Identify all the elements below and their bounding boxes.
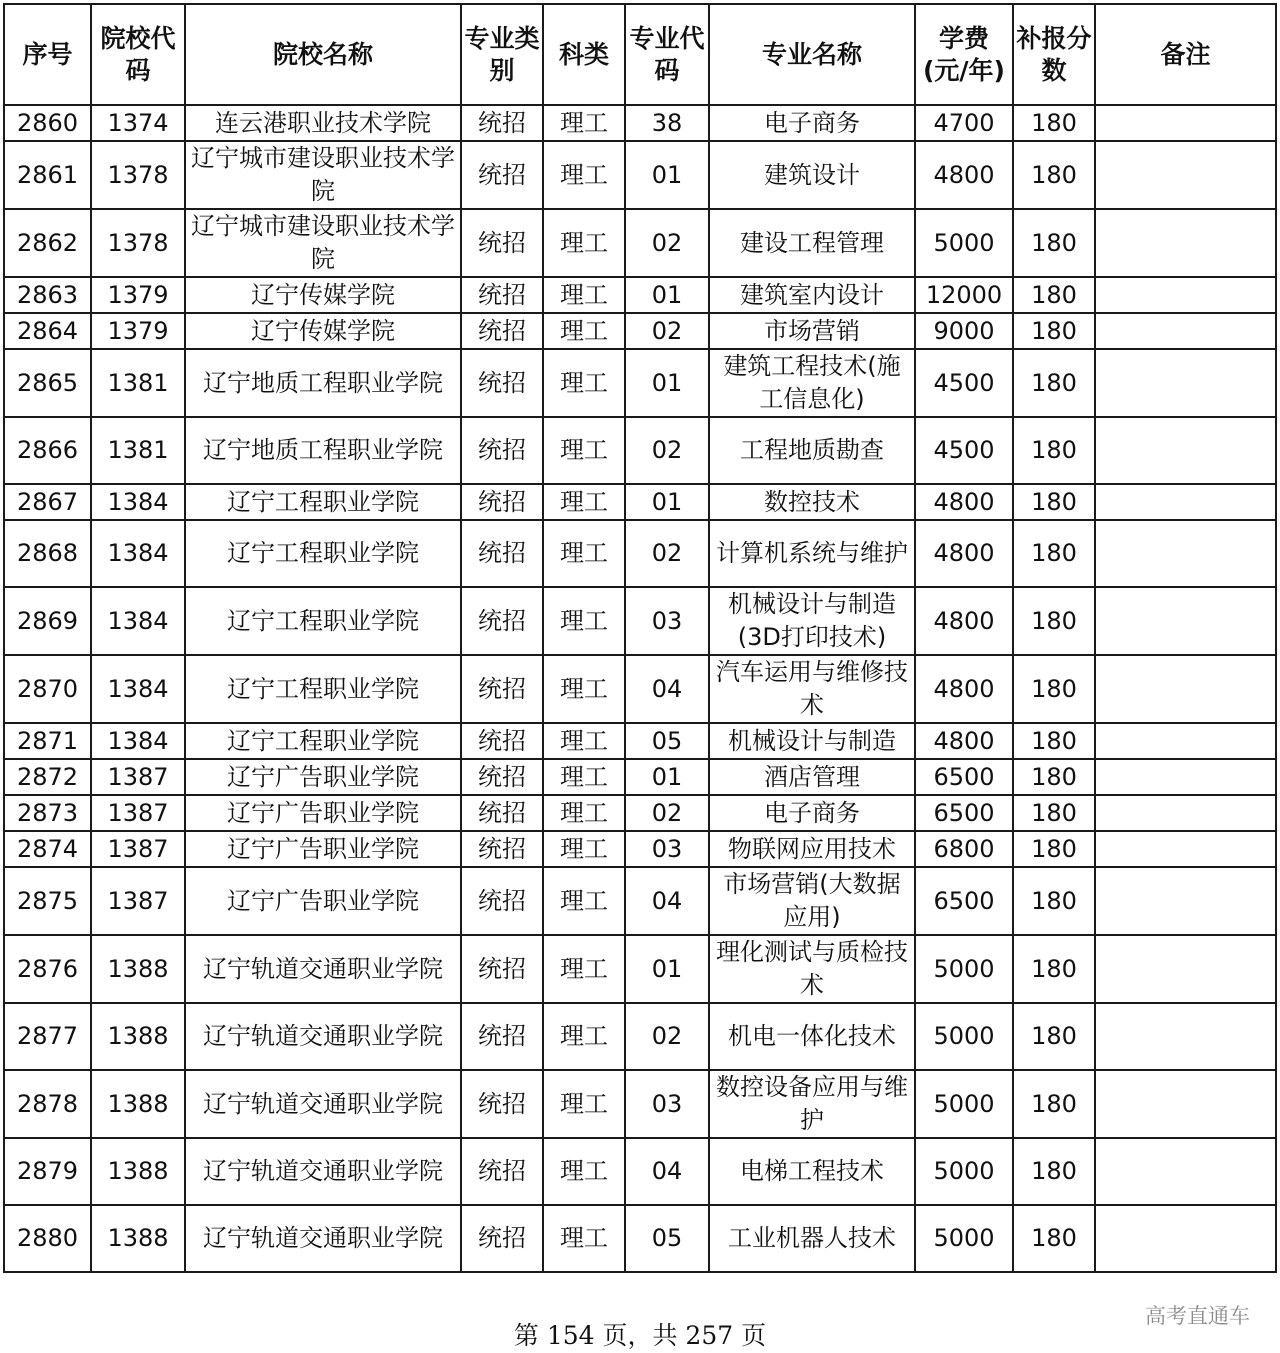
cell-major-name: 机械设计与制造 [709, 723, 915, 759]
cell-major-code: 01 [625, 349, 709, 417]
cell-no: 2865 [4, 349, 91, 417]
cell-school-name: 辽宁地质工程职业学院 [185, 349, 461, 417]
cell-score: 180 [1013, 520, 1095, 587]
cell-school-name: 辽宁广告职业学院 [185, 795, 461, 831]
cell-category: 统招 [461, 867, 543, 935]
cell-score: 180 [1013, 831, 1095, 867]
cell-major-code: 38 [625, 105, 709, 141]
cell-school-name: 辽宁工程职业学院 [185, 587, 461, 655]
cell-category: 统招 [461, 935, 543, 1003]
cell-score: 180 [1013, 277, 1095, 313]
cell-score: 180 [1013, 484, 1095, 520]
cell-major-name: 机电一体化技术 [709, 1003, 915, 1070]
cell-major-name: 汽车运用与维修技术 [709, 655, 915, 723]
cell-school-code: 1384 [91, 655, 185, 723]
cell-category: 统招 [461, 313, 543, 349]
cell-tuition: 4500 [915, 417, 1013, 484]
cell-category: 统招 [461, 277, 543, 313]
cell-subject: 理工 [543, 655, 625, 723]
cell-major-code: 04 [625, 1138, 709, 1205]
cell-school-name: 连云港职业技术学院 [185, 105, 461, 141]
cell-subject: 理工 [543, 935, 625, 1003]
cell-note [1095, 417, 1276, 484]
cell-no: 2871 [4, 723, 91, 759]
header-category: 专业类别 [461, 4, 543, 105]
cell-score: 180 [1013, 795, 1095, 831]
cell-school-code: 1379 [91, 313, 185, 349]
cell-subject: 理工 [543, 831, 625, 867]
header-note: 备注 [1095, 4, 1276, 105]
cell-tuition: 5000 [915, 1138, 1013, 1205]
cell-category: 统招 [461, 141, 543, 209]
watermark-text: 高考直通车 [1145, 1304, 1250, 1328]
table-row [4, 867, 1276, 935]
cell-tuition: 4800 [915, 520, 1013, 587]
cell-note [1095, 867, 1276, 935]
cell-note [1095, 313, 1276, 349]
header-major-name: 专业名称 [709, 4, 915, 105]
cell-score: 180 [1013, 141, 1095, 209]
cell-tuition: 6800 [915, 831, 1013, 867]
header-school-name: 院校名称 [185, 4, 461, 105]
cell-major-code: 01 [625, 935, 709, 1003]
cell-school-code: 1388 [91, 1205, 185, 1272]
table-row [4, 723, 1276, 759]
table-row [4, 587, 1276, 655]
cell-major-code: 04 [625, 655, 709, 723]
cell-category: 统招 [461, 795, 543, 831]
table-row [4, 484, 1276, 520]
table-row [4, 209, 1276, 277]
cell-school-name: 辽宁轨道交通职业学院 [185, 1138, 461, 1205]
cell-major-code: 05 [625, 723, 709, 759]
cell-note [1095, 935, 1276, 1003]
cell-major-name: 工业机器人技术 [709, 1205, 915, 1272]
cell-note [1095, 1205, 1276, 1272]
table-row [4, 759, 1276, 795]
cell-subject: 理工 [543, 723, 625, 759]
cell-subject: 理工 [543, 105, 625, 141]
cell-school-name: 辽宁工程职业学院 [185, 655, 461, 723]
table-row [4, 417, 1276, 484]
cell-score: 180 [1013, 1070, 1095, 1138]
cell-school-name: 辽宁传媒学院 [185, 313, 461, 349]
cell-category: 统招 [461, 723, 543, 759]
cell-no: 2860 [4, 105, 91, 141]
cell-category: 统招 [461, 587, 543, 655]
cell-school-code: 1387 [91, 795, 185, 831]
cell-category: 统招 [461, 759, 543, 795]
cell-subject: 理工 [543, 795, 625, 831]
cell-no: 2863 [4, 277, 91, 313]
cell-major-name: 数控技术 [709, 484, 915, 520]
cell-tuition: 4800 [915, 141, 1013, 209]
cell-subject: 理工 [543, 867, 625, 935]
cell-school-code: 1384 [91, 723, 185, 759]
cell-tuition: 4800 [915, 587, 1013, 655]
cell-major-code: 02 [625, 1003, 709, 1070]
table-body [4, 105, 1276, 1272]
cell-school-name: 辽宁轨道交通职业学院 [185, 935, 461, 1003]
cell-category: 统招 [461, 520, 543, 587]
cell-school-name: 辽宁轨道交通职业学院 [185, 1205, 461, 1272]
cell-no: 2869 [4, 587, 91, 655]
table-row [4, 1003, 1276, 1070]
cell-school-code: 1381 [91, 417, 185, 484]
table-row [4, 277, 1276, 313]
table-row [4, 831, 1276, 867]
cell-tuition: 5000 [915, 1070, 1013, 1138]
cell-major-name: 机械设计与制造(3D打印技术) [709, 587, 915, 655]
cell-major-code: 01 [625, 484, 709, 520]
cell-major-name: 市场营销(大数据应用) [709, 867, 915, 935]
cell-school-code: 1387 [91, 867, 185, 935]
cell-tuition: 6500 [915, 795, 1013, 831]
cell-category: 统招 [461, 1138, 543, 1205]
cell-subject: 理工 [543, 520, 625, 587]
cell-category: 统招 [461, 209, 543, 277]
cell-tuition: 5000 [915, 935, 1013, 1003]
cell-major-name: 物联网应用技术 [709, 831, 915, 867]
cell-subject: 理工 [543, 1205, 625, 1272]
cell-note [1095, 831, 1276, 867]
cell-tuition: 9000 [915, 313, 1013, 349]
cell-school-code: 1388 [91, 1138, 185, 1205]
cell-note [1095, 520, 1276, 587]
cell-school-name: 辽宁工程职业学院 [185, 484, 461, 520]
header-score: 补报分数 [1013, 4, 1095, 105]
cell-major-name: 计算机系统与维护 [709, 520, 915, 587]
cell-major-code: 01 [625, 759, 709, 795]
cell-no: 2868 [4, 520, 91, 587]
cell-no: 2864 [4, 313, 91, 349]
cell-tuition: 6500 [915, 867, 1013, 935]
cell-note [1095, 349, 1276, 417]
cell-school-name: 辽宁广告职业学院 [185, 867, 461, 935]
cell-no: 2870 [4, 655, 91, 723]
cell-school-code: 1381 [91, 349, 185, 417]
cell-score: 180 [1013, 759, 1095, 795]
cell-subject: 理工 [543, 209, 625, 277]
admissions-table-container [3, 3, 1275, 1273]
table-row [4, 795, 1276, 831]
cell-category: 统招 [461, 1205, 543, 1272]
cell-note [1095, 209, 1276, 277]
cell-major-code: 02 [625, 520, 709, 587]
cell-score: 180 [1013, 209, 1095, 277]
cell-subject: 理工 [543, 313, 625, 349]
cell-school-code: 1384 [91, 484, 185, 520]
cell-major-code: 02 [625, 795, 709, 831]
cell-major-name: 建筑工程技术(施工信息化) [709, 349, 915, 417]
cell-subject: 理工 [543, 759, 625, 795]
cell-school-code: 1374 [91, 105, 185, 141]
cell-major-name: 工程地质勘查 [709, 417, 915, 484]
cell-major-code: 01 [625, 277, 709, 313]
table-row [4, 313, 1276, 349]
cell-score: 180 [1013, 417, 1095, 484]
cell-score: 180 [1013, 1138, 1095, 1205]
cell-no: 2873 [4, 795, 91, 831]
cell-category: 统招 [461, 655, 543, 723]
header-school-code: 院校代码 [91, 4, 185, 105]
cell-tuition: 5000 [915, 209, 1013, 277]
cell-no: 2879 [4, 1138, 91, 1205]
cell-subject: 理工 [543, 1070, 625, 1138]
cell-school-name: 辽宁广告职业学院 [185, 831, 461, 867]
cell-school-code: 1388 [91, 935, 185, 1003]
cell-category: 统招 [461, 1070, 543, 1138]
cell-major-name: 酒店管理 [709, 759, 915, 795]
cell-school-name: 辽宁轨道交通职业学院 [185, 1070, 461, 1138]
cell-major-name: 电子商务 [709, 795, 915, 831]
cell-no: 2861 [4, 141, 91, 209]
cell-school-name: 辽宁工程职业学院 [185, 723, 461, 759]
cell-major-name: 建筑设计 [709, 141, 915, 209]
cell-subject: 理工 [543, 417, 625, 484]
cell-major-code: 02 [625, 209, 709, 277]
cell-school-code: 1387 [91, 759, 185, 795]
cell-subject: 理工 [543, 1138, 625, 1205]
cell-note [1095, 759, 1276, 795]
cell-note [1095, 795, 1276, 831]
cell-subject: 理工 [543, 349, 625, 417]
cell-no: 2872 [4, 759, 91, 795]
table-row [4, 105, 1276, 141]
cell-no: 2878 [4, 1070, 91, 1138]
cell-school-code: 1388 [91, 1070, 185, 1138]
cell-category: 统招 [461, 349, 543, 417]
cell-no: 2862 [4, 209, 91, 277]
cell-major-name: 建筑室内设计 [709, 277, 915, 313]
cell-school-code: 1378 [91, 209, 185, 277]
table-row [4, 935, 1276, 1003]
cell-no: 2866 [4, 417, 91, 484]
cell-note [1095, 1003, 1276, 1070]
cell-tuition: 4500 [915, 349, 1013, 417]
cell-major-name: 数控设备应用与维护 [709, 1070, 915, 1138]
cell-note [1095, 1070, 1276, 1138]
header-no: 序号 [4, 4, 91, 105]
cell-school-name: 辽宁传媒学院 [185, 277, 461, 313]
cell-major-name: 建设工程管理 [709, 209, 915, 277]
cell-school-name: 辽宁工程职业学院 [185, 520, 461, 587]
cell-school-code: 1379 [91, 277, 185, 313]
cell-score: 180 [1013, 587, 1095, 655]
cell-major-code: 02 [625, 313, 709, 349]
cell-school-code: 1378 [91, 141, 185, 209]
cell-major-name: 电子商务 [709, 105, 915, 141]
table-row [4, 1070, 1276, 1138]
cell-score: 180 [1013, 1003, 1095, 1070]
cell-no: 2876 [4, 935, 91, 1003]
table-row [4, 655, 1276, 723]
cell-subject: 理工 [543, 277, 625, 313]
cell-major-code: 04 [625, 867, 709, 935]
cell-note [1095, 587, 1276, 655]
cell-subject: 理工 [543, 1003, 625, 1070]
cell-note [1095, 105, 1276, 141]
header-subject: 科类 [543, 4, 625, 105]
table-row [4, 1205, 1276, 1272]
cell-school-name: 辽宁地质工程职业学院 [185, 417, 461, 484]
cell-major-name: 理化测试与质检技术 [709, 935, 915, 1003]
cell-score: 180 [1013, 723, 1095, 759]
cell-school-code: 1384 [91, 520, 185, 587]
cell-no: 2867 [4, 484, 91, 520]
cell-school-code: 1384 [91, 587, 185, 655]
cell-note [1095, 723, 1276, 759]
cell-major-code: 03 [625, 587, 709, 655]
cell-subject: 理工 [543, 587, 625, 655]
cell-tuition: 5000 [915, 1003, 1013, 1070]
cell-school-name: 辽宁城市建设职业技术学院 [185, 209, 461, 277]
cell-major-code: 01 [625, 141, 709, 209]
table-row [4, 141, 1276, 209]
cell-tuition: 6500 [915, 759, 1013, 795]
cell-category: 统招 [461, 105, 543, 141]
cell-tuition: 4800 [915, 723, 1013, 759]
cell-category: 统招 [461, 484, 543, 520]
cell-score: 180 [1013, 105, 1095, 141]
cell-school-code: 1387 [91, 831, 185, 867]
cell-subject: 理工 [543, 484, 625, 520]
cell-no: 2877 [4, 1003, 91, 1070]
cell-category: 统招 [461, 417, 543, 484]
header-row [4, 4, 1276, 105]
cell-major-code: 05 [625, 1205, 709, 1272]
cell-note [1095, 1138, 1276, 1205]
table-row [4, 349, 1276, 417]
cell-school-name: 辽宁广告职业学院 [185, 759, 461, 795]
cell-score: 180 [1013, 313, 1095, 349]
cell-major-name: 市场营销 [709, 313, 915, 349]
cell-no: 2874 [4, 831, 91, 867]
cell-tuition: 4800 [915, 484, 1013, 520]
cell-major-name: 电梯工程技术 [709, 1138, 915, 1205]
cell-note [1095, 277, 1276, 313]
cell-category: 统招 [461, 1003, 543, 1070]
cell-tuition: 4800 [915, 655, 1013, 723]
cell-tuition: 4700 [915, 105, 1013, 141]
admissions-table [3, 3, 1277, 1273]
cell-major-code: 03 [625, 1070, 709, 1138]
cell-score: 180 [1013, 867, 1095, 935]
cell-school-name: 辽宁城市建设职业技术学院 [185, 141, 461, 209]
cell-note [1095, 484, 1276, 520]
cell-score: 180 [1013, 935, 1095, 1003]
header-tuition: 学费(元/年) [915, 4, 1013, 105]
cell-score: 180 [1013, 349, 1095, 417]
cell-note [1095, 141, 1276, 209]
cell-tuition: 5000 [915, 1205, 1013, 1272]
table-row [4, 1138, 1276, 1205]
cell-no: 2880 [4, 1205, 91, 1272]
header-major-code: 专业代码 [625, 4, 709, 105]
cell-score: 180 [1013, 1205, 1095, 1272]
cell-major-code: 03 [625, 831, 709, 867]
cell-major-code: 02 [625, 417, 709, 484]
cell-no: 2875 [4, 867, 91, 935]
table-row [4, 520, 1276, 587]
cell-note [1095, 655, 1276, 723]
page-number: 第 154 页，共 257 页 [513, 1321, 767, 1350]
cell-tuition: 12000 [915, 277, 1013, 313]
cell-category: 统招 [461, 831, 543, 867]
cell-school-name: 辽宁轨道交通职业学院 [185, 1003, 461, 1070]
cell-score: 180 [1013, 655, 1095, 723]
cell-school-code: 1388 [91, 1003, 185, 1070]
cell-subject: 理工 [543, 141, 625, 209]
